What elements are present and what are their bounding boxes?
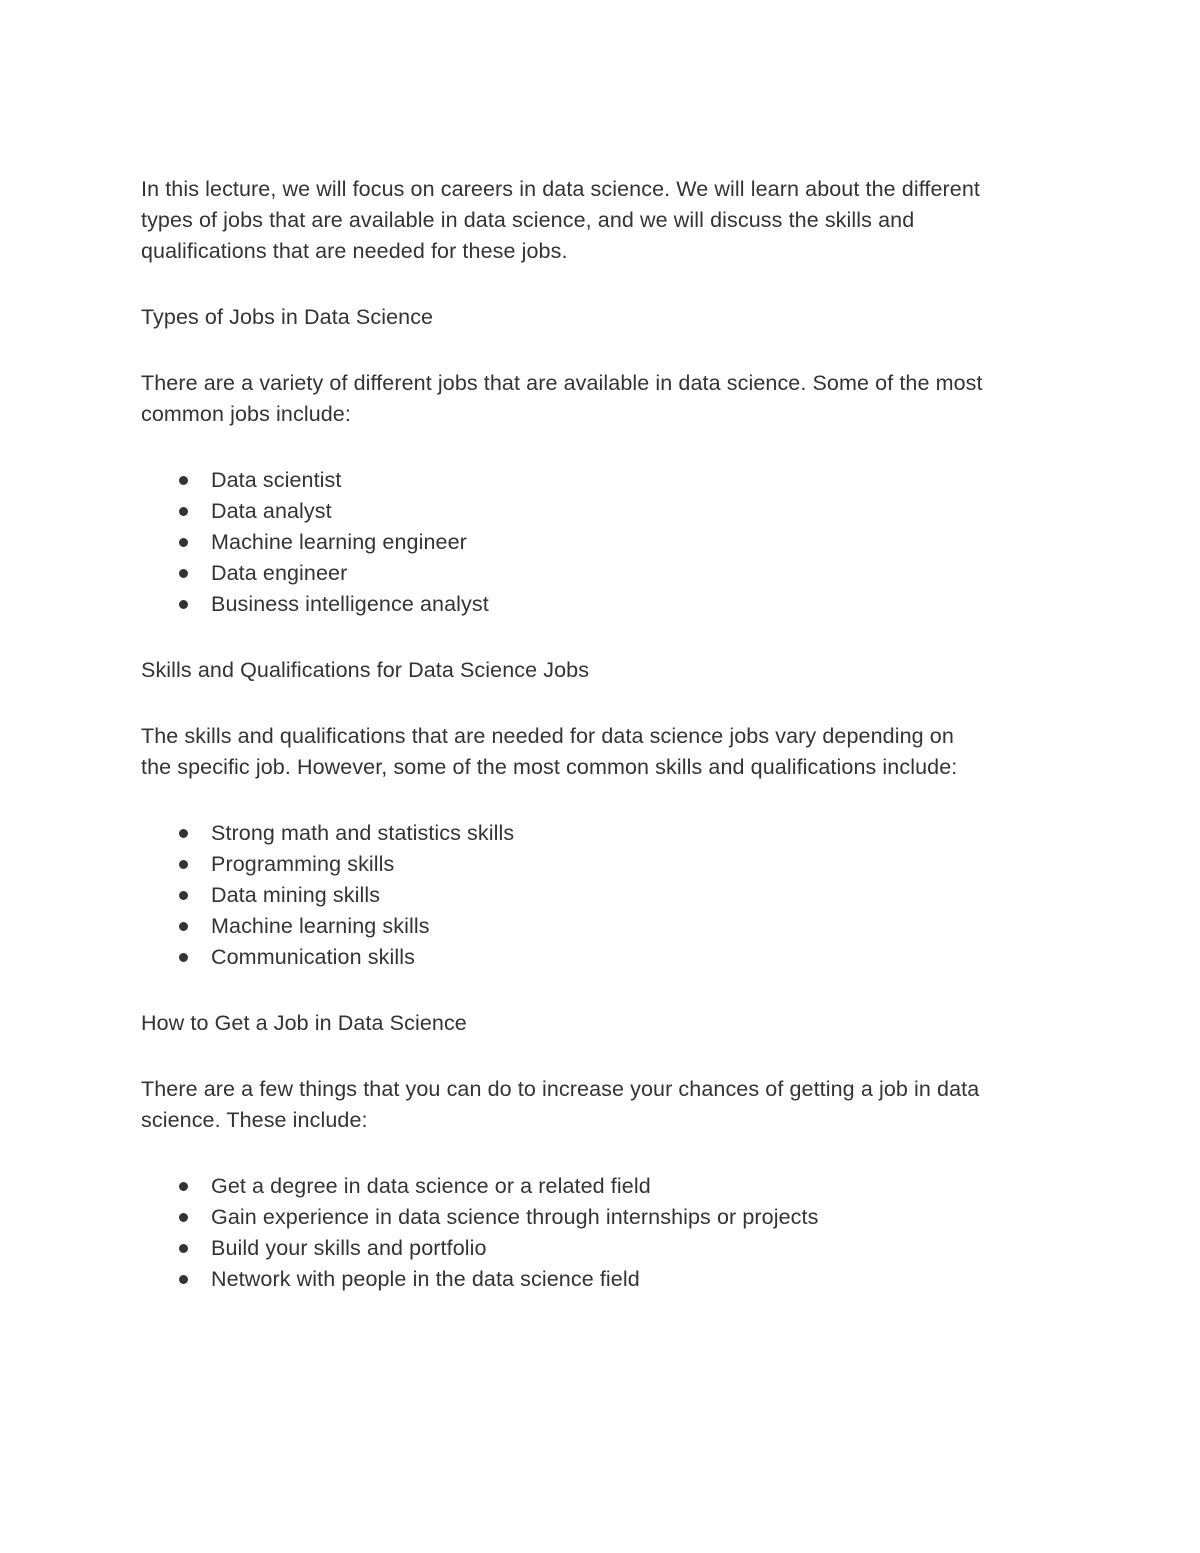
bullet-icon xyxy=(179,891,188,900)
intro-line: qualifications that are needed for these jobs. xyxy=(141,239,568,263)
bullet-icon xyxy=(179,507,188,516)
bullet-icon xyxy=(179,829,188,838)
list-item: Network with people in the data science field xyxy=(141,1264,1071,1295)
bullet-icon xyxy=(179,1275,188,1284)
jobs-list xyxy=(141,465,1071,620)
bullet-icon xyxy=(179,1182,188,1191)
intro-paragraph xyxy=(141,174,1071,267)
bullet-icon xyxy=(179,1213,188,1222)
section-paragraph xyxy=(141,721,1071,783)
bullet-icon xyxy=(179,538,188,547)
list-item: Communication skills xyxy=(141,942,1071,973)
paragraph-line: There are a few things that you can do to increase your chances of getting a job in data xyxy=(141,1077,980,1101)
section-heading-types-of-jobs: Types of Jobs in Data Science xyxy=(141,305,434,329)
list-item: Strong math and statistics skills xyxy=(141,818,1071,849)
section-heading-skills: Skills and Qualifications for Data Science Jobs xyxy=(141,658,590,682)
paragraph-line: the specific job. However, some of the most common skills and qualifications include: xyxy=(141,755,958,779)
list-item: Programming skills xyxy=(141,849,1071,880)
list-item: Data analyst xyxy=(141,496,1071,527)
section-heading-get-a-job: How to Get a Job in Data Science xyxy=(141,1011,467,1035)
intro-line: In this lecture, we will focus on careers in data science. We will learn about the different xyxy=(141,177,980,201)
bullet-icon xyxy=(179,476,188,485)
paragraph-line: There are a variety of different jobs that are available in data science. Some of the most xyxy=(141,371,983,395)
list-item: Gain experience in data science through internships or projects xyxy=(141,1202,1071,1233)
list-item: Data scientist xyxy=(141,465,1071,496)
intro-line: types of jobs that are available in data science, and we will discuss the skills and xyxy=(141,208,915,232)
paragraph-line: common jobs include: xyxy=(141,402,351,426)
list-item: Data mining skills xyxy=(141,880,1071,911)
paragraph-line: science. These include: xyxy=(141,1108,368,1132)
section-paragraph xyxy=(141,368,1071,430)
skills-list xyxy=(141,818,1071,973)
bullet-icon xyxy=(179,922,188,931)
section-paragraph xyxy=(141,1074,1071,1136)
bullet-icon xyxy=(179,569,188,578)
paragraph-line: The skills and qualifications that are needed for data science jobs vary depending on xyxy=(141,724,954,748)
bullet-icon xyxy=(179,600,188,609)
list-item: Data engineer xyxy=(141,558,1071,589)
bullet-icon xyxy=(179,860,188,869)
list-item: Business intelligence analyst xyxy=(141,589,1071,620)
list-item: Build your skills and portfolio xyxy=(141,1233,1071,1264)
steps-list xyxy=(141,1171,1071,1295)
bullet-icon xyxy=(179,953,188,962)
bullet-icon xyxy=(179,1244,188,1253)
list-item: Machine learning skills xyxy=(141,911,1071,942)
list-item: Get a degree in data science or a related field xyxy=(141,1171,1071,1202)
document-body xyxy=(141,174,1071,1295)
list-item: Machine learning engineer xyxy=(141,527,1071,558)
